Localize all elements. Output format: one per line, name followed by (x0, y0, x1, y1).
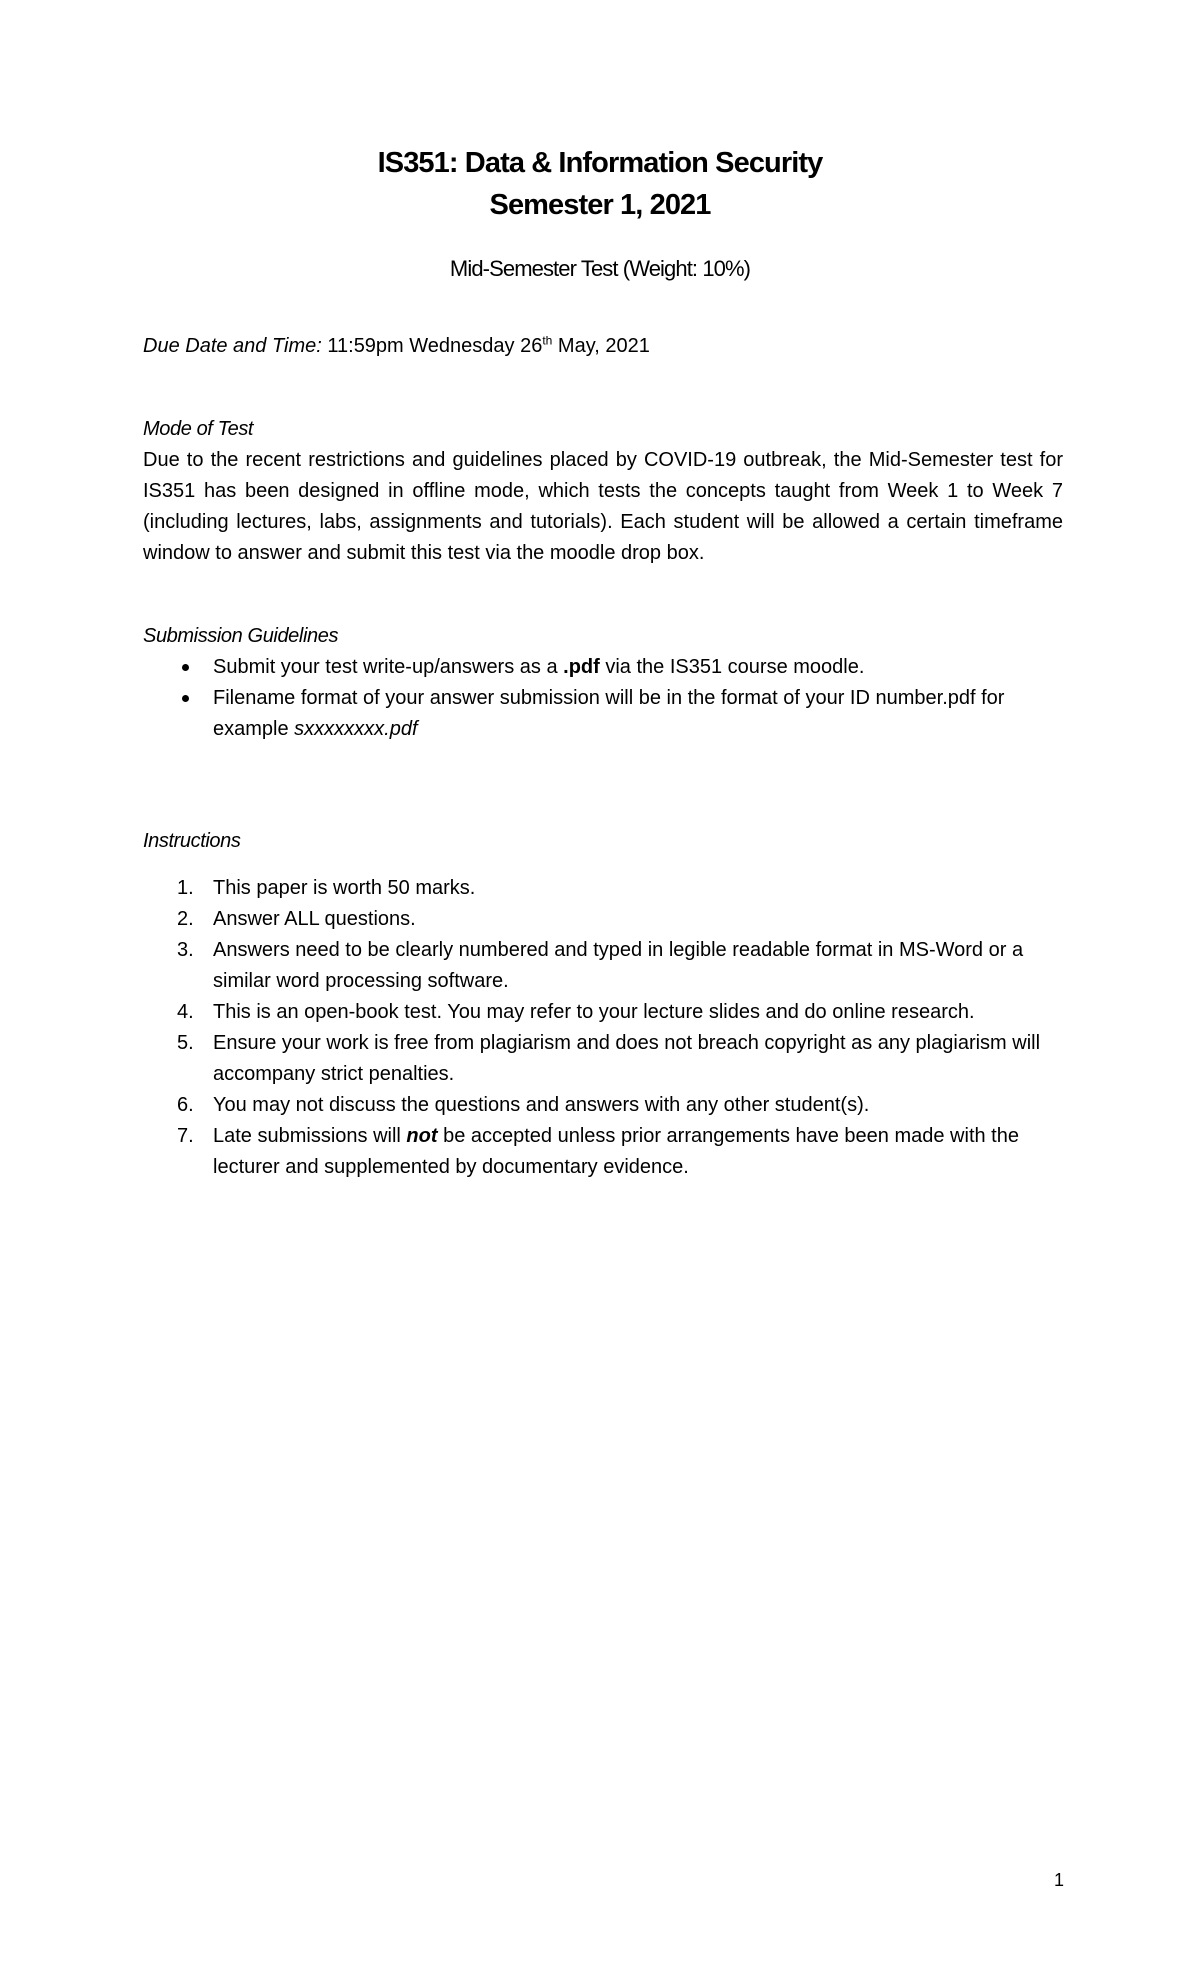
mode-paragraph: Due to the recent restrictions and guidelines placed by COVID-19 outbreak, the Mid-Semester test for IS351 has been designed in offline mode, which tests the concepts taught from Week 1 to Week 7 (including lectures, labs, assignments and tutorials). Each student will be allowed a certain timeframe window to answer and submit this test via the moodle drop box. (143, 449, 1063, 564)
course-title: IS351: Data & Information Security (377, 147, 823, 179)
instruction-item (143, 1028, 1063, 1090)
item-text: Answer ALL questions. (213, 908, 416, 930)
instruction-item (143, 935, 1063, 997)
instruction-item (143, 904, 1063, 935)
bullet-icon (182, 695, 189, 702)
due-date-value-end: May, 2021 (552, 335, 650, 357)
item-text: This paper is worth 50 marks. (213, 877, 476, 899)
item-text: Ensure your work is free from plagiarism and does not breach copyright as any plagiarism will accompany strict penalties. (213, 1032, 1041, 1085)
due-date-label: Due Date and Time: (143, 335, 322, 357)
example-filename: sxxxxxxxx.pdf (294, 718, 418, 740)
submission-item: Submit your test write-up/answers as a .pdf via the IS351 course moodle. (143, 652, 1063, 683)
item-text: This is an open-book test. You may refer to your lecture slides and do online research. (213, 1001, 975, 1023)
mode-heading: Mode of Test (143, 418, 254, 440)
instructions-heading: Instructions (143, 830, 241, 852)
test-subtitle: Mid-Semester Test (Weight: 10%) (449, 256, 751, 281)
item-number: 6. (177, 1094, 194, 1116)
submission-list (143, 652, 1063, 745)
submission-item: Filename format of your answer submission will be in the format of your ID number.pdf for example sxxxxxxxx.pdf (143, 683, 1063, 745)
item-number: 7. (177, 1125, 194, 1147)
instruction-item (143, 997, 1063, 1028)
submission-heading: Submission Guidelines (143, 625, 339, 647)
item-number: 1. (177, 877, 194, 899)
page-number: 1 (1054, 1870, 1065, 1890)
item-number: 5. (177, 1032, 194, 1054)
instruction-item (143, 873, 1063, 904)
item-text: Answers need to be clearly numbered and typed in legible readable format in MS-Word or a similar word processing software. (213, 939, 1024, 992)
due-date-value: 11:59pm Wednesday 26 (321, 335, 543, 357)
instruction-item (143, 1090, 1063, 1121)
due-date-ordinal: th (542, 333, 553, 348)
item-text: You may not discuss the questions and answers with any other student(s). (213, 1094, 870, 1116)
item-number: 4. (177, 1001, 194, 1023)
semester-title: Semester 1, 2021 (489, 189, 711, 221)
pdf-format-text: .pdf (563, 656, 600, 678)
item-number: 2. (177, 908, 194, 930)
instructions-list (143, 873, 1063, 1183)
item-number: 3. (177, 939, 194, 961)
bullet-icon (182, 664, 189, 671)
due-date-line (143, 331, 1063, 362)
emphasis-not: not (406, 1125, 438, 1147)
instruction-item: 7. Late submissions will not be accepted unless prior arrangements have been made with the lecturer and supplemented by documentary evidence. (143, 1121, 1063, 1183)
